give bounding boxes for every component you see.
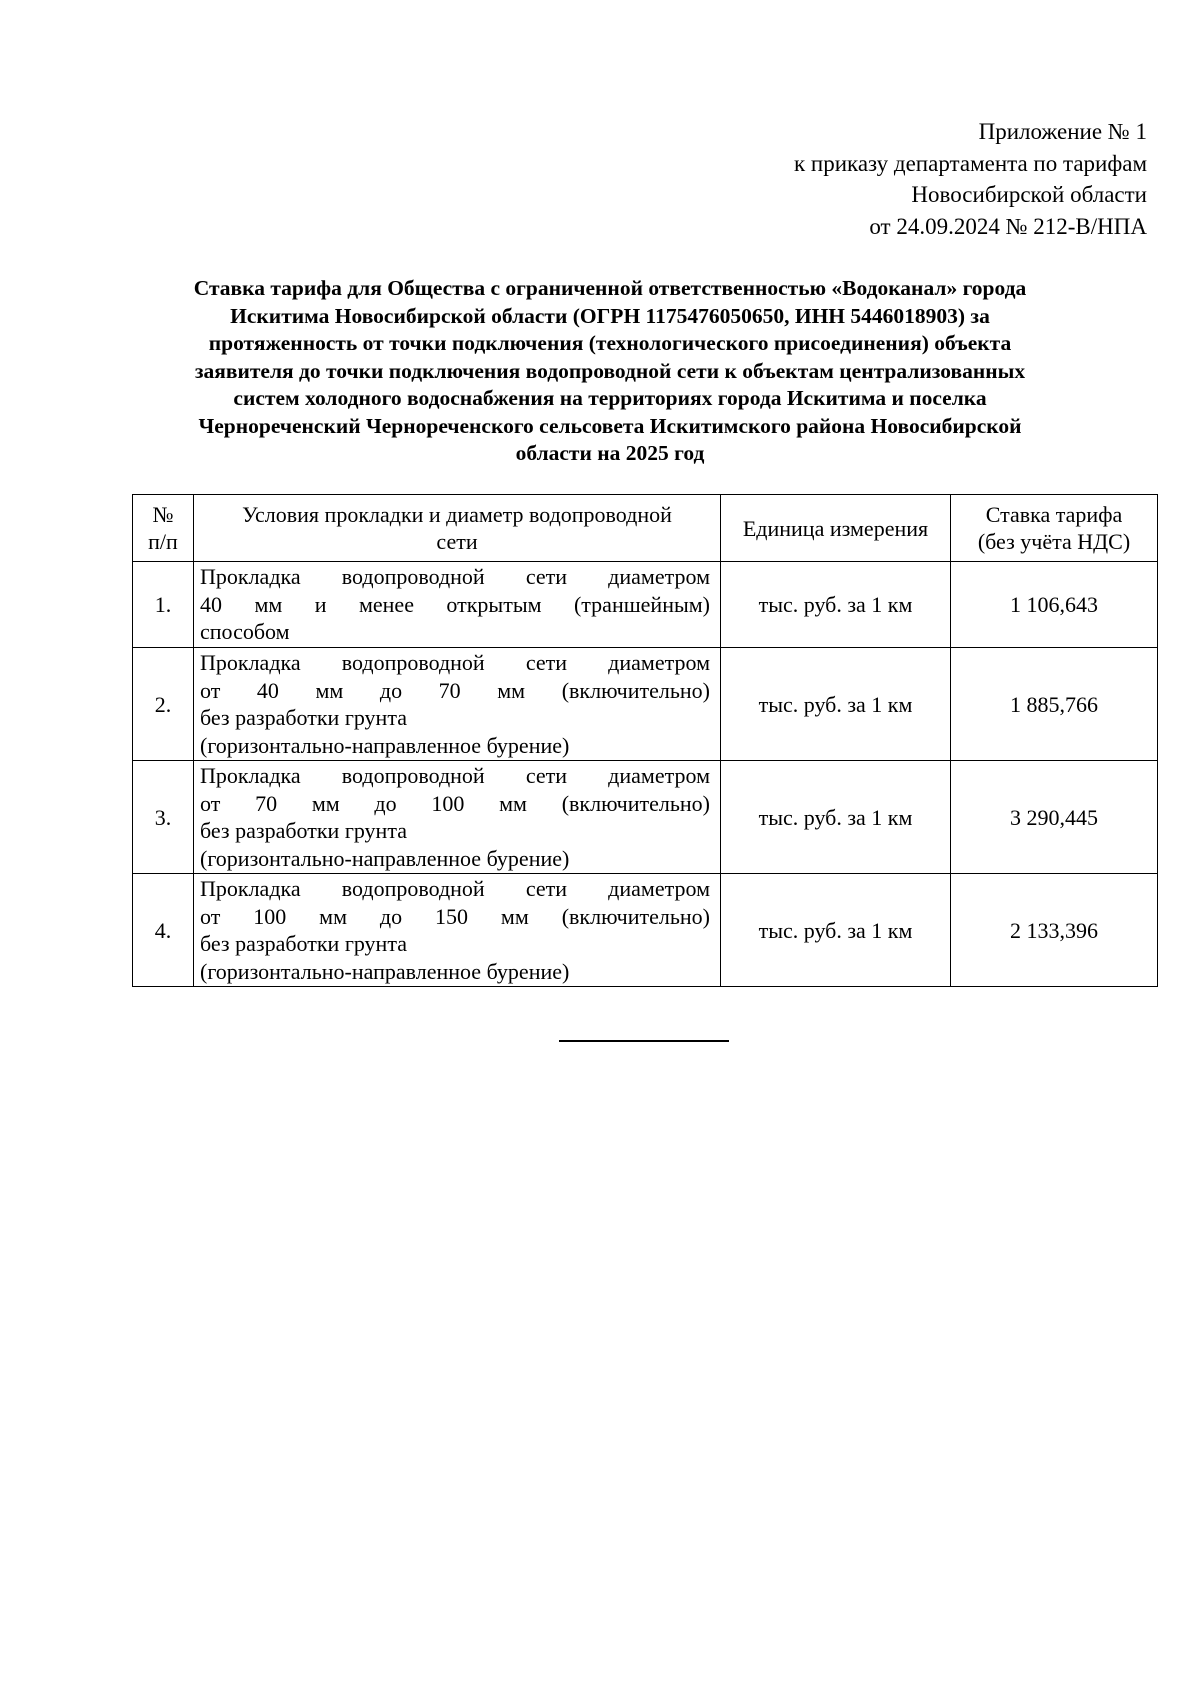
row-conditions: Прокладка водопроводной сети диаметром от 40 мм до 70 мм (включительно) без разработки грунта (горизонтально-направленное бурение) bbox=[194, 648, 721, 761]
appendix-region: Новосибирской области bbox=[911, 182, 1147, 207]
row-conditions: Прокладка водопроводной сети диаметром от 70 мм до 100 мм (включительно) без разработки грунта (горизонтально-направленное бурение) bbox=[194, 761, 721, 874]
header-number: № п/п bbox=[133, 495, 194, 562]
row-conditions: Прокладка водопроводной сети диаметром от 100 мм до 150 мм (включительно) без разработки грунта (горизонтально-направленное бурение) bbox=[194, 874, 721, 987]
title-line: Ставка тарифа для Общества с ограниченной ответственностью «Водоканал» города bbox=[193, 276, 1027, 300]
title-line: систем холодного водоснабжения на территориях города Искитима и поселка bbox=[233, 386, 987, 410]
row-unit: тыс. руб. за 1 км bbox=[721, 761, 951, 874]
appendix-number: Приложение № 1 bbox=[978, 119, 1147, 144]
table-row bbox=[133, 874, 1158, 987]
title-line: Чернореченский Чернореченского сельсовета Искитимского района Новосибирской bbox=[198, 413, 1022, 438]
header-conditions: Условия прокладки и диаметр водопроводной сети bbox=[194, 495, 721, 562]
row-number: 3. bbox=[133, 761, 194, 874]
row-unit: тыс. руб. за 1 км bbox=[721, 874, 951, 987]
closing-rule bbox=[559, 1040, 729, 1042]
row-number: 2. bbox=[133, 648, 194, 761]
row-rate: 3 290,445 bbox=[951, 761, 1158, 874]
table-row bbox=[133, 761, 1158, 874]
row-number: 1. bbox=[133, 562, 194, 648]
title-line: протяженность от точки подключения (технологического присоединения) объекта bbox=[208, 331, 1012, 355]
title-line: Искитима Новосибирской области (ОГРН 1175476050650, ИНН 5446018903) за bbox=[230, 303, 990, 328]
table-row bbox=[133, 562, 1158, 648]
row-rate: 1 885,766 bbox=[951, 648, 1158, 761]
table-row bbox=[133, 648, 1158, 761]
header-rate: Ставка тарифа (без учёта НДС) bbox=[951, 495, 1158, 562]
header-unit: Единица измерения bbox=[721, 495, 951, 562]
row-conditions: Прокладка водопроводной сети диаметром 40 мм и менее открытым (траншейным) способом bbox=[194, 562, 721, 648]
table-header-row bbox=[133, 495, 1158, 562]
appendix-order-ref: к приказу департамента по тарифам bbox=[793, 150, 1147, 176]
row-number: 4. bbox=[133, 874, 194, 987]
title-line: заявителя до точки подключения водопроводной сети к объектам централизованных bbox=[194, 358, 1026, 383]
appendix-header bbox=[794, 116, 1147, 242]
title-line: области на 2025 год bbox=[515, 441, 705, 465]
row-unit: тыс. руб. за 1 км bbox=[721, 562, 951, 648]
row-unit: тыс. руб. за 1 км bbox=[721, 648, 951, 761]
row-rate: 1 106,643 bbox=[951, 562, 1158, 648]
row-rate: 2 133,396 bbox=[951, 874, 1158, 987]
appendix-date-number: от 24.09.2024 № 212-В/НПА bbox=[869, 213, 1147, 239]
tariff-table bbox=[132, 494, 1158, 987]
document-title bbox=[140, 275, 1080, 468]
